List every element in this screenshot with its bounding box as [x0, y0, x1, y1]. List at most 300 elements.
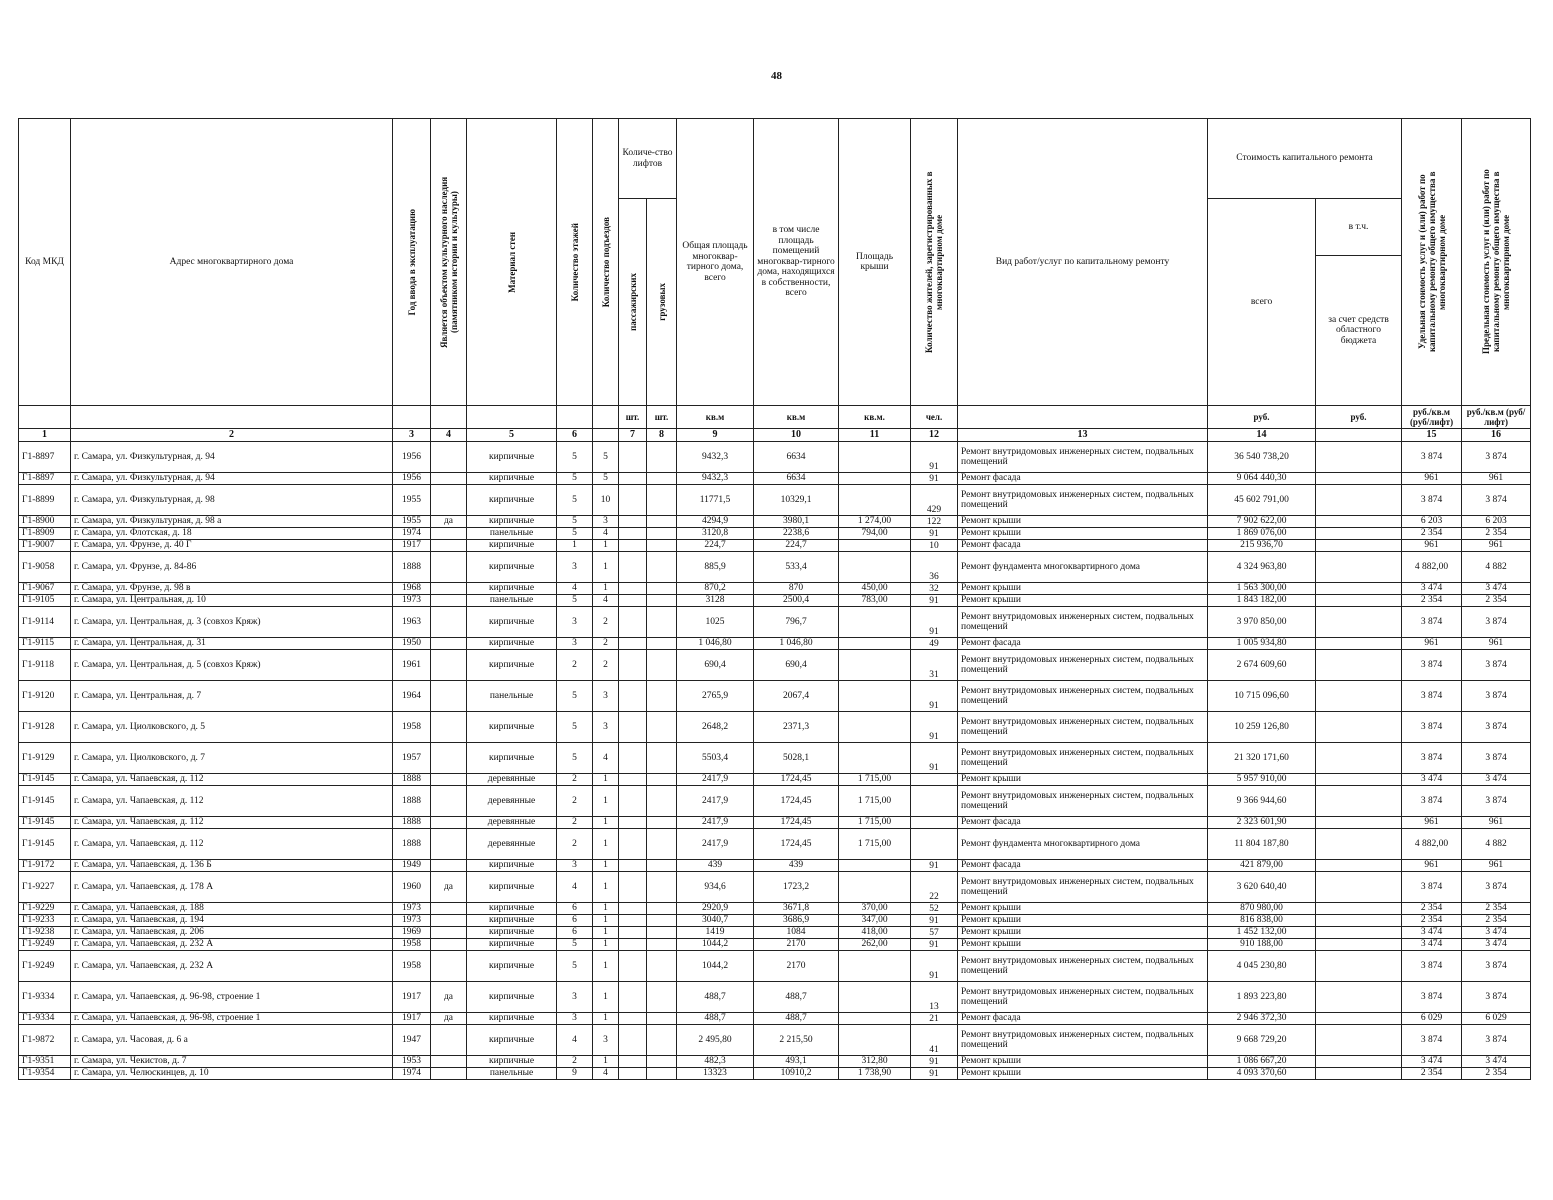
cell-residents: 91	[911, 607, 958, 638]
unit-lifts-cargo: шт.	[647, 406, 677, 429]
cell-lc	[647, 595, 677, 607]
cell-floors: 5	[557, 712, 593, 743]
cell-floors: 2	[557, 1056, 593, 1068]
cell-residents	[911, 817, 958, 829]
cell-total: 1419	[677, 927, 754, 939]
cell-code: Г1-9145	[19, 829, 71, 860]
colnum: 14	[1208, 429, 1316, 442]
colnum: 11	[839, 429, 911, 442]
cell-work: Ремонт внутридомовых инженерных систем, подвальных помещений	[958, 712, 1208, 743]
cell-total: 690,4	[677, 650, 754, 681]
cell-total: 9432,3	[677, 473, 754, 485]
table-row	[19, 595, 1531, 607]
cell-roof: 262,00	[839, 939, 911, 951]
cell-owned: 3980,1	[754, 516, 839, 528]
cell-max: 3 474	[1462, 583, 1531, 595]
cell-total: 2417,9	[677, 817, 754, 829]
cell-heritage	[431, 485, 467, 516]
cell-roof: 794,00	[839, 528, 911, 540]
cell-year: 1917	[393, 540, 431, 552]
cell-cost: 1 893 223,80	[1208, 982, 1316, 1013]
cell-heritage	[431, 786, 467, 817]
header-code: Код МКД	[19, 119, 71, 406]
cell-lc	[647, 817, 677, 829]
cell-material: кирпичные	[467, 951, 557, 982]
table-row	[19, 552, 1531, 583]
cell-heritage: да	[431, 872, 467, 903]
cell-unit: 4 882,00	[1402, 552, 1462, 583]
cell-lp	[619, 1056, 647, 1068]
cell-year: 1973	[393, 915, 431, 927]
cell-residents: 91	[911, 915, 958, 927]
cell-max: 4 882	[1462, 829, 1531, 860]
cell-floors: 5	[557, 743, 593, 774]
cell-address: г. Самара, ул. Челюскинцев, д. 10	[71, 1068, 393, 1080]
cell-regional	[1316, 743, 1402, 774]
cell-address: г. Самара, ул. Чапаевская, д. 206	[71, 927, 393, 939]
cell-roof	[839, 473, 911, 485]
cell-code: Г1-8909	[19, 528, 71, 540]
cell-material: деревянные	[467, 817, 557, 829]
cell-total: 439	[677, 860, 754, 872]
cell-regional	[1316, 552, 1402, 583]
cell-entrances: 1	[593, 1013, 619, 1025]
cell-unit: 961	[1402, 540, 1462, 552]
cell-max: 3 874	[1462, 712, 1531, 743]
cell-code: Г1-9058	[19, 552, 71, 583]
cell-work: Ремонт крыши	[958, 939, 1208, 951]
cell-total: 1 046,80	[677, 638, 754, 650]
cell-entrances: 5	[593, 442, 619, 473]
cell-floors: 5	[557, 516, 593, 528]
cell-year: 1969	[393, 927, 431, 939]
cell-material: кирпичные	[467, 650, 557, 681]
cell-code: Г1-9238	[19, 927, 71, 939]
cell-owned: 1724,45	[754, 786, 839, 817]
cell-regional	[1316, 442, 1402, 473]
cell-entrances: 1	[593, 982, 619, 1013]
cell-owned: 796,7	[754, 607, 839, 638]
cell-owned: 2500,4	[754, 595, 839, 607]
cell-max: 6 203	[1462, 516, 1531, 528]
colnum: 4	[431, 429, 467, 442]
cell-floors: 3	[557, 1013, 593, 1025]
cell-residents: 41	[911, 1025, 958, 1056]
cell-regional	[1316, 650, 1402, 681]
cell-regional	[1316, 528, 1402, 540]
cell-owned: 2067,4	[754, 681, 839, 712]
cell-cost: 421 879,00	[1208, 860, 1316, 872]
cell-roof: 418,00	[839, 927, 911, 939]
cell-floors: 2	[557, 774, 593, 786]
header-lifts: Количе-ство лифтов	[619, 119, 677, 199]
cell-lc	[647, 650, 677, 681]
cell-owned: 6634	[754, 442, 839, 473]
cell-roof: 1 715,00	[839, 774, 911, 786]
cell-material: кирпичные	[467, 540, 557, 552]
cell-unit: 3 874	[1402, 872, 1462, 903]
cell-year: 1961	[393, 650, 431, 681]
cell-total: 4294,9	[677, 516, 754, 528]
cell-heritage	[431, 927, 467, 939]
cell-work: Ремонт внутридомовых инженерных систем, подвальных помещений	[958, 786, 1208, 817]
cell-material: кирпичные	[467, 1056, 557, 1068]
cell-address: г. Самара, ул. Центральная, д. 3 (совхоз Кряж)	[71, 607, 393, 638]
cell-code: Г1-9334	[19, 982, 71, 1013]
cell-material: кирпичные	[467, 1013, 557, 1025]
header-entrances: Количество подъездов	[593, 119, 619, 406]
cell-address: г. Самара, ул. Фрунзе, д. 40 Г	[71, 540, 393, 552]
colnum: 5	[467, 429, 557, 442]
cell-owned: 5028,1	[754, 743, 839, 774]
cell-owned: 2170	[754, 951, 839, 982]
cell-address: г. Самара, ул. Чапаевская, д. 112	[71, 829, 393, 860]
cell-lc	[647, 681, 677, 712]
cell-total: 2417,9	[677, 829, 754, 860]
cell-entrances: 1	[593, 552, 619, 583]
cell-max: 3 474	[1462, 927, 1531, 939]
cell-address: г. Самара, ул. Физкультурная, д. 94	[71, 442, 393, 473]
cell-total: 1044,2	[677, 951, 754, 982]
cell-residents: 122	[911, 516, 958, 528]
cell-floors: 3	[557, 607, 593, 638]
colnum: 2	[71, 429, 393, 442]
cell-owned: 1724,45	[754, 829, 839, 860]
cell-floors: 5	[557, 939, 593, 951]
cell-cost: 4 324 963,80	[1208, 552, 1316, 583]
cell-work: Ремонт фасада	[958, 638, 1208, 650]
cell-owned: 488,7	[754, 982, 839, 1013]
cell-owned: 870	[754, 583, 839, 595]
header-owned-area: в том числе площадь помещений многоквар-тирного дома, находящихся в собственности, всего	[754, 119, 839, 406]
cell-max: 3 474	[1462, 1056, 1531, 1068]
cell-roof	[839, 982, 911, 1013]
cell-work: Ремонт внутридомовых инженерных систем, подвальных помещений	[958, 872, 1208, 903]
cell-address: г. Самара, ул. Чапаевская, д. 96-98, строение 1	[71, 1013, 393, 1025]
cell-code: Г1-9115	[19, 638, 71, 650]
cell-max: 2 354	[1462, 1068, 1531, 1080]
table-row	[19, 1013, 1531, 1025]
cell-heritage	[431, 951, 467, 982]
cell-owned: 3686,9	[754, 915, 839, 927]
cell-cost: 9 064 440,30	[1208, 473, 1316, 485]
cell-entrances: 1	[593, 817, 619, 829]
cell-work: Ремонт внутридомовых инженерных систем, подвальных помещений	[958, 951, 1208, 982]
colnum: 8	[647, 429, 677, 442]
cell-work: Ремонт внутридомовых инженерных систем, подвальных помещений	[958, 607, 1208, 638]
cell-lp	[619, 743, 647, 774]
cell-max: 3 874	[1462, 1025, 1531, 1056]
cell-entrances: 3	[593, 1025, 619, 1056]
cell-max: 3 874	[1462, 786, 1531, 817]
cell-owned: 1724,45	[754, 774, 839, 786]
cell-max: 961	[1462, 860, 1531, 872]
cell-residents: 49	[911, 638, 958, 650]
cell-regional	[1316, 540, 1402, 552]
cell-material: кирпичные	[467, 927, 557, 939]
header-cost-regional: за счет средств областного бюджета	[1316, 256, 1402, 406]
header-year: Год ввода в эксплуатацию	[393, 119, 431, 406]
cell-code: Г1-9128	[19, 712, 71, 743]
cell-floors: 5	[557, 595, 593, 607]
cell-work: Ремонт фасада	[958, 1013, 1208, 1025]
cell-code: Г1-9233	[19, 915, 71, 927]
cell-residents: 91	[911, 1068, 958, 1080]
cell-residents: 22	[911, 872, 958, 903]
cell-code: Г1-9145	[19, 786, 71, 817]
table-row	[19, 540, 1531, 552]
cell-owned: 1084	[754, 927, 839, 939]
cell-floors: 4	[557, 583, 593, 595]
cell-heritage	[431, 650, 467, 681]
colnum: 3	[393, 429, 431, 442]
cell-unit: 4 882,00	[1402, 829, 1462, 860]
cell-code: Г1-9227	[19, 872, 71, 903]
cell-total: 3040,7	[677, 915, 754, 927]
cell-material: панельные	[467, 1068, 557, 1080]
cell-max: 3 874	[1462, 743, 1531, 774]
cell-heritage	[431, 638, 467, 650]
cell-material: кирпичные	[467, 903, 557, 915]
table-row	[19, 872, 1531, 903]
cell-material: кирпичные	[467, 939, 557, 951]
cell-material: панельные	[467, 681, 557, 712]
cell-heritage	[431, 774, 467, 786]
cell-roof: 347,00	[839, 915, 911, 927]
cell-entrances: 1	[593, 1056, 619, 1068]
cell-roof: 312,80	[839, 1056, 911, 1068]
cell-heritage	[431, 903, 467, 915]
table-row	[19, 927, 1531, 939]
cell-max: 3 474	[1462, 774, 1531, 786]
cell-residents: 21	[911, 1013, 958, 1025]
cell-residents: 91	[911, 442, 958, 473]
cell-regional	[1316, 774, 1402, 786]
cell-regional	[1316, 915, 1402, 927]
cell-entrances: 1	[593, 786, 619, 817]
colnum: 12	[911, 429, 958, 442]
cell-entrances: 4	[593, 595, 619, 607]
cell-total: 488,7	[677, 1013, 754, 1025]
cell-owned: 3671,8	[754, 903, 839, 915]
cell-work: Ремонт крыши	[958, 1056, 1208, 1068]
cell-unit: 3 874	[1402, 607, 1462, 638]
cell-roof	[839, 1013, 911, 1025]
unit-cost-regional: руб.	[1316, 406, 1402, 429]
cell-lp	[619, 817, 647, 829]
cell-material: кирпичные	[467, 712, 557, 743]
cell-regional	[1316, 939, 1402, 951]
cell-regional	[1316, 982, 1402, 1013]
cell-heritage	[431, 607, 467, 638]
cell-work: Ремонт внутридомовых инженерных систем, подвальных помещений	[958, 982, 1208, 1013]
cell-heritage	[431, 583, 467, 595]
cell-code: Г1-9351	[19, 1056, 71, 1068]
cell-roof	[839, 638, 911, 650]
cell-unit: 3 874	[1402, 650, 1462, 681]
cell-cost: 1 843 182,00	[1208, 595, 1316, 607]
cell-floors: 5	[557, 951, 593, 982]
header-total-area: Общая площадь многоквар-тирного дома, всего	[677, 119, 754, 406]
cell-entrances: 1	[593, 915, 619, 927]
cell-address: г. Самара, ул. Флотская, д. 18	[71, 528, 393, 540]
cell-cost: 1 005 934,80	[1208, 638, 1316, 650]
cell-floors: 2	[557, 829, 593, 860]
cell-year: 1968	[393, 583, 431, 595]
cell-lc	[647, 516, 677, 528]
cell-year: 1963	[393, 607, 431, 638]
table-row	[19, 743, 1531, 774]
cell-residents: 429	[911, 485, 958, 516]
cell-regional	[1316, 712, 1402, 743]
cell-heritage	[431, 1025, 467, 1056]
cell-roof: 1 715,00	[839, 829, 911, 860]
cell-lp	[619, 774, 647, 786]
cell-regional	[1316, 516, 1402, 528]
cell-material: кирпичные	[467, 485, 557, 516]
cell-lp	[619, 442, 647, 473]
cell-entrances: 3	[593, 516, 619, 528]
colnum: 13	[958, 429, 1208, 442]
cell-year: 1917	[393, 982, 431, 1013]
table-row	[19, 915, 1531, 927]
cell-total: 224,7	[677, 540, 754, 552]
cell-lp	[619, 638, 647, 650]
cell-owned: 1723,2	[754, 872, 839, 903]
cell-max: 3 874	[1462, 442, 1531, 473]
cell-code: Г1-9007	[19, 540, 71, 552]
cell-roof	[839, 860, 911, 872]
cell-max: 3 874	[1462, 485, 1531, 516]
cell-heritage	[431, 595, 467, 607]
cell-max: 961	[1462, 540, 1531, 552]
cell-address: г. Самара, ул. Чапаевская, д. 96-98, строение 1	[71, 982, 393, 1013]
cell-lc	[647, 1013, 677, 1025]
unit-roof-area: кв.м.	[839, 406, 911, 429]
cell-cost: 2 674 609,60	[1208, 650, 1316, 681]
cell-max: 3 474	[1462, 939, 1531, 951]
table-row	[19, 903, 1531, 915]
header-unit-cost: Удельная стоимость услуг и (или) работ по капитальному ремонту общего имущества в многоквартирном доме	[1402, 119, 1462, 406]
cell-year: 1888	[393, 829, 431, 860]
cell-work: Ремонт крыши	[958, 595, 1208, 607]
cell-cost: 9 366 944,60	[1208, 786, 1316, 817]
colnum: 10	[754, 429, 839, 442]
cell-entrances: 4	[593, 743, 619, 774]
cell-regional	[1316, 1025, 1402, 1056]
header-roof-area: Площадь крыши	[839, 119, 911, 406]
cell-year: 1958	[393, 939, 431, 951]
cell-floors: 3	[557, 552, 593, 583]
cell-lc	[647, 829, 677, 860]
cell-work: Ремонт фасада	[958, 473, 1208, 485]
cell-roof: 370,00	[839, 903, 911, 915]
cell-regional	[1316, 927, 1402, 939]
cell-material: кирпичные	[467, 552, 557, 583]
colnum: 1	[19, 429, 71, 442]
cell-address: г. Самара, ул. Физкультурная, д. 94	[71, 473, 393, 485]
cell-floors: 5	[557, 681, 593, 712]
cell-max: 3 874	[1462, 681, 1531, 712]
colnum: 6	[557, 429, 593, 442]
cell-address: г. Самара, ул. Фрунзе, д. 84-86	[71, 552, 393, 583]
cell-address: г. Самара, ул. Чапаевская, д. 112	[71, 786, 393, 817]
cell-material: кирпичные	[467, 915, 557, 927]
cell-residents: 91	[911, 939, 958, 951]
cell-address: г. Самара, ул. Чапаевская, д. 136 Б	[71, 860, 393, 872]
cell-residents: 91	[911, 951, 958, 982]
cell-residents: 91	[911, 1056, 958, 1068]
cell-work: Ремонт крыши	[958, 516, 1208, 528]
cell-unit: 3 874	[1402, 982, 1462, 1013]
cell-roof: 1 274,00	[839, 516, 911, 528]
cell-entrances: 10	[593, 485, 619, 516]
cell-heritage	[431, 860, 467, 872]
cell-code: Г1-8899	[19, 485, 71, 516]
cell-lc	[647, 939, 677, 951]
table-row	[19, 607, 1531, 638]
table-row	[19, 1025, 1531, 1056]
cell-residents	[911, 786, 958, 817]
cell-regional	[1316, 638, 1402, 650]
cell-address: г. Самара, ул. Чапаевская, д. 232 А	[71, 939, 393, 951]
cell-year: 1888	[393, 786, 431, 817]
cell-lp	[619, 786, 647, 817]
header-floors: Количество этажей	[557, 119, 593, 406]
cell-work: Ремонт фасада	[958, 860, 1208, 872]
cell-lp	[619, 1025, 647, 1056]
cell-year: 1974	[393, 528, 431, 540]
cell-roof	[839, 540, 911, 552]
table-row	[19, 817, 1531, 829]
header-cost-group: Стоимость капитального ремонта	[1208, 119, 1402, 199]
cell-work: Ремонт фасада	[958, 817, 1208, 829]
cell-roof: 1 715,00	[839, 786, 911, 817]
cell-cost: 1 869 076,00	[1208, 528, 1316, 540]
cell-address: г. Самара, ул. Центральная, д. 31	[71, 638, 393, 650]
cell-regional	[1316, 681, 1402, 712]
cell-address: г. Самара, ул. Физкультурная, д. 98	[71, 485, 393, 516]
cell-owned: 2238,6	[754, 528, 839, 540]
cell-max: 2 354	[1462, 915, 1531, 927]
cell-regional	[1316, 1056, 1402, 1068]
cell-lp	[619, 951, 647, 982]
table-row	[19, 939, 1531, 951]
cell-year: 1956	[393, 473, 431, 485]
cell-total: 2 495,80	[677, 1025, 754, 1056]
cell-owned: 533,4	[754, 552, 839, 583]
cell-floors: 5	[557, 528, 593, 540]
cell-cost: 10 259 126,80	[1208, 712, 1316, 743]
cell-total: 2648,2	[677, 712, 754, 743]
cell-address: г. Самара, ул. Чапаевская, д. 232 А	[71, 951, 393, 982]
cell-material: панельные	[467, 528, 557, 540]
cell-work: Ремонт крыши	[958, 1068, 1208, 1080]
cell-work: Ремонт крыши	[958, 528, 1208, 540]
cell-lc	[647, 540, 677, 552]
cell-floors: 5	[557, 442, 593, 473]
cell-roof	[839, 607, 911, 638]
cell-heritage	[431, 915, 467, 927]
cell-year: 1974	[393, 1068, 431, 1080]
cell-residents: 91	[911, 681, 958, 712]
cell-year: 1973	[393, 595, 431, 607]
cell-year: 1953	[393, 1056, 431, 1068]
cell-work: Ремонт крыши	[958, 915, 1208, 927]
cell-owned: 439	[754, 860, 839, 872]
header-work-type: Вид работ/услуг по капитальному ремонту	[958, 119, 1208, 406]
cell-cost: 1 452 132,00	[1208, 927, 1316, 939]
